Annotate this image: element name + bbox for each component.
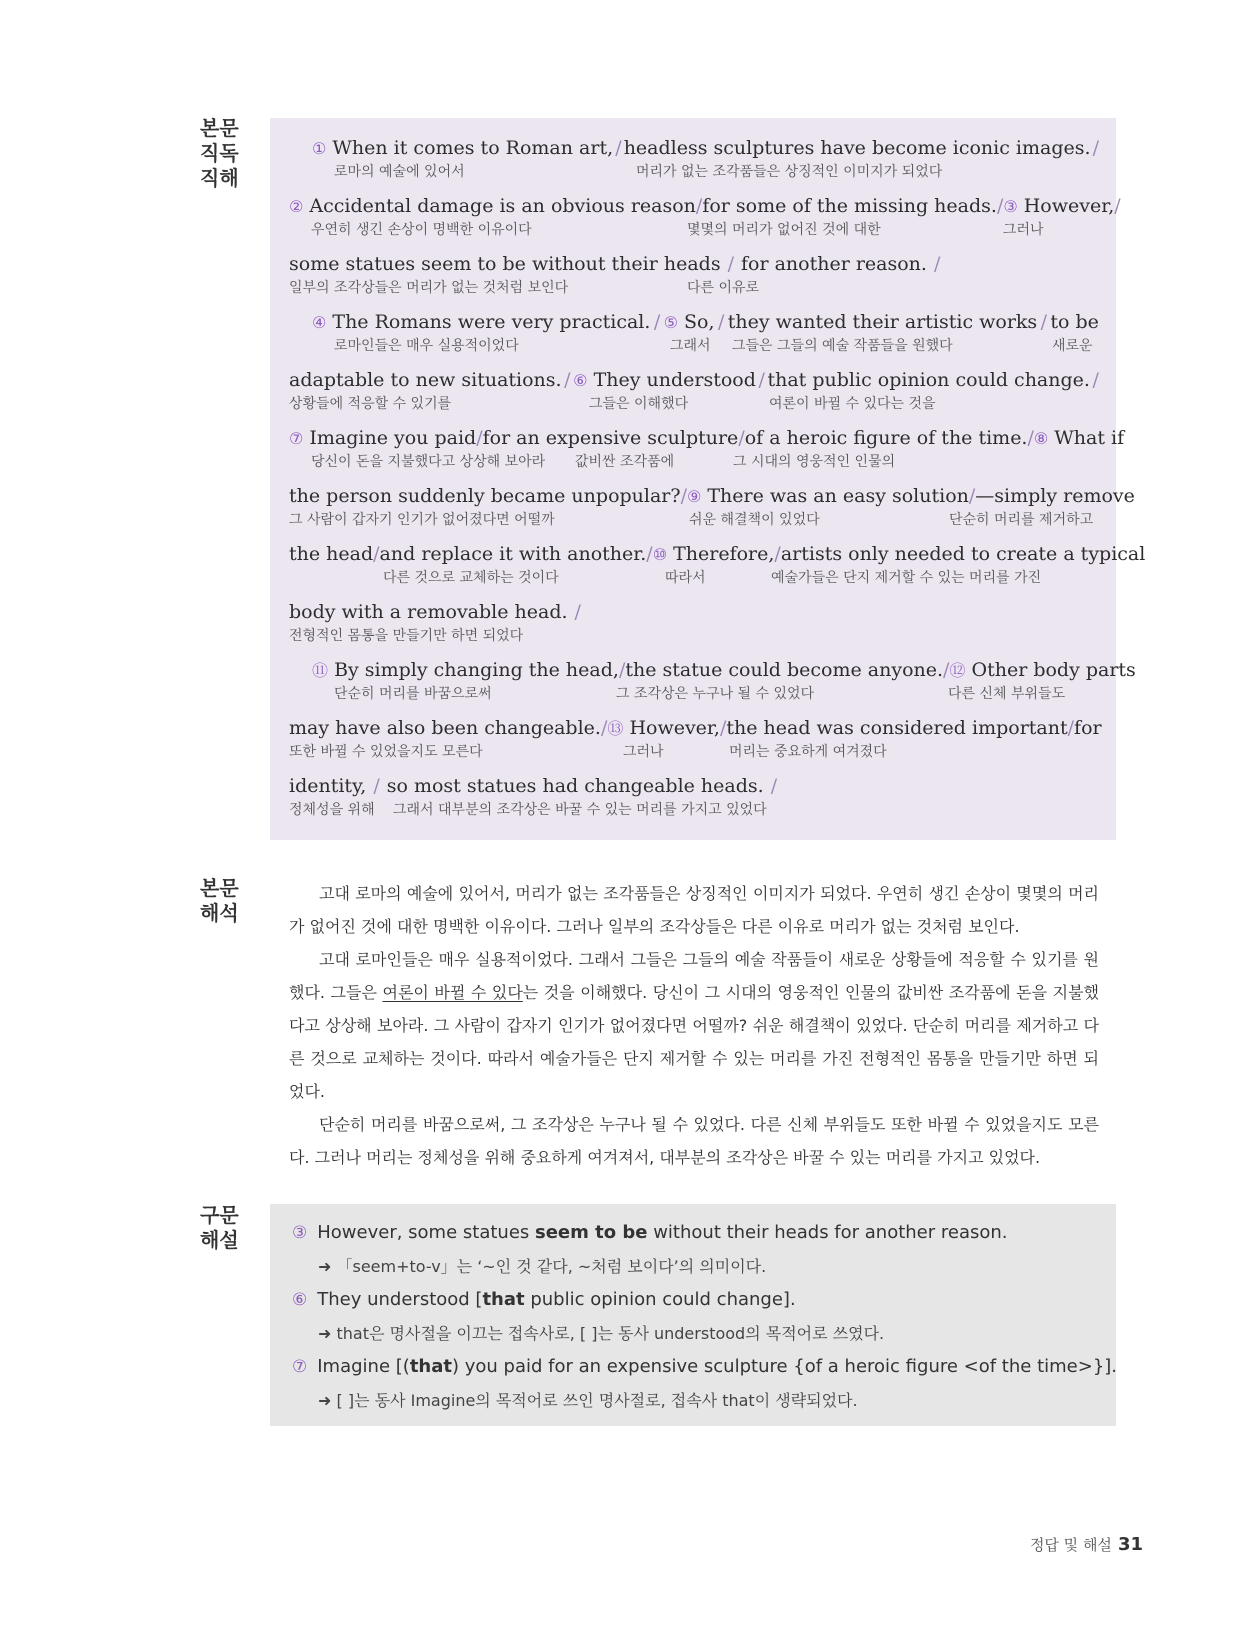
english-line xyxy=(289,714,1102,742)
english-chunk: they wanted their artistic works xyxy=(727,311,1038,333)
sentence-number: ⑥ xyxy=(573,371,588,390)
korean-chunk: 그 조각상은 누구나 될 수 있었다 xyxy=(616,686,815,702)
sentence-number: ① xyxy=(312,139,327,158)
slash: / xyxy=(758,369,765,391)
slash: / xyxy=(1067,717,1075,739)
grammar-text: ) you paid for an expensive sculpture {of a heroic figure <of the time>}]. xyxy=(451,1356,1118,1377)
english-chunk: artists only needed to create a typical xyxy=(780,543,1146,565)
slash: / xyxy=(996,195,1004,217)
korean-line xyxy=(289,568,1099,588)
korean-line xyxy=(289,452,1099,472)
korean-chunk: 당신이 돈을 지불했다고 상상해 보아라 xyxy=(311,454,546,470)
translation-section-label: 본문 해석 xyxy=(200,876,239,925)
english-chunk: So, xyxy=(684,311,715,333)
korean-line xyxy=(289,278,1099,298)
english-chunk: Therefore, xyxy=(673,543,775,565)
korean-chunk: 그 시대의 영웅적인 인물의 xyxy=(733,454,896,470)
grammar-text: public opinion could change]. xyxy=(524,1289,796,1310)
slash: / xyxy=(1027,427,1034,449)
translation-text-run: 고대 로마인들은 매우 실용적이었다. 그래서 그들은 그들의 예술 작품들이 새로운 상황들에 적응할 수 있기를 원했다. 그들은 xyxy=(289,950,1099,1002)
korean-line xyxy=(289,800,1099,820)
grammar-note: ➜ [ ]는 동사 Imagine의 목적어로 쓰인 명사절로, 접속사 that이 생략되었다. xyxy=(318,1391,858,1410)
english-line xyxy=(312,134,1099,162)
english-line xyxy=(289,482,1135,510)
korean-chunk: 따라서 xyxy=(665,570,706,586)
korean-chunk: 일부의 조각상들은 머리가 없는 것처럼 보인다 xyxy=(289,280,569,296)
slash: / xyxy=(373,543,380,565)
grammar-item-3 xyxy=(292,1350,1118,1417)
sentence-number: ③ xyxy=(1003,197,1018,216)
korean-chunk: 로마의 예술에 있어서 xyxy=(334,164,465,180)
english-chunk: that public opinion could change. xyxy=(767,369,1090,391)
korean-line xyxy=(289,510,1099,530)
grammar-text: However, some statues xyxy=(317,1222,535,1243)
english-line xyxy=(289,540,1146,568)
english-chunk: adaptable to new situations. xyxy=(289,369,562,391)
sentence-number: ⑩ xyxy=(652,545,668,564)
footer-label: 정답 및 해설 xyxy=(1029,1536,1112,1554)
slash: / xyxy=(680,485,687,507)
korean-chunk: 그러나 xyxy=(623,744,664,760)
grammar-text: without their heads for another reason. xyxy=(647,1222,1008,1243)
korean-chunk: 예술가들은 단지 제거할 수 있는 머리를 가진 xyxy=(771,570,1042,586)
grammar-sentence xyxy=(292,1216,1092,1250)
slash: / xyxy=(476,427,483,449)
english-chunk: However, xyxy=(629,717,720,739)
korean-chunk: 쉬운 해결책이 있었다 xyxy=(689,512,820,528)
grammar-bold: seem to be xyxy=(535,1222,648,1243)
sentence-number: ⑦ xyxy=(292,1357,308,1377)
english-chunk: body with a removable head. xyxy=(289,601,568,623)
slash: / xyxy=(727,253,734,275)
korean-chunk: 그들은 그들의 예술 작품들을 원했다 xyxy=(732,338,953,354)
english-chunk: some statues seem to be without their heads xyxy=(289,253,721,275)
english-chunk: —simply remove xyxy=(975,485,1135,507)
slash: / xyxy=(1092,137,1099,159)
english-chunk: may have also been changeable. xyxy=(289,717,601,739)
sentence-number: ⑧ xyxy=(1033,429,1049,448)
korean-chunk: 그러나 xyxy=(1003,222,1044,238)
grammar-item-1 xyxy=(292,1216,1092,1283)
korean-chunk: 여론이 바뀔 수 있다는 것을 xyxy=(769,396,936,412)
korean-chunk: 단순히 머리를 제거하고 xyxy=(949,512,1094,528)
english-line xyxy=(289,366,1099,394)
english-chunk: The Romans were very practical. xyxy=(332,311,651,333)
slash: / xyxy=(933,253,941,275)
grammar-note: ➜ 「seem+to-v」는 ‘~인 것 같다, ~처럼 보이다’의 의미이다. xyxy=(318,1257,767,1276)
korean-chunk: 머리가 없는 조각품들은 상징적인 이미지가 되었다 xyxy=(636,164,943,180)
korean-chunk: 다른 신체 부위들도 xyxy=(948,686,1066,702)
korean-chunk: 정체성을 위해 xyxy=(289,802,375,818)
english-chunk: By simply changing the head, xyxy=(334,659,619,681)
sentence-number: ③ xyxy=(292,1223,308,1243)
english-chunk: for another reason. xyxy=(740,253,927,275)
page-footer xyxy=(1030,1534,1143,1555)
korean-chunk: 로마인들은 매우 실용적이었다 xyxy=(334,338,519,354)
grammar-section-label: 구문 해설 xyxy=(200,1203,239,1252)
grammar-sentence xyxy=(292,1283,1092,1317)
slash: / xyxy=(618,659,626,681)
slash: / xyxy=(738,427,745,449)
english-chunk: of a heroic figure of the time. xyxy=(744,427,1028,449)
translation-paragraph-3: 단순히 머리를 바꿈으로써, 그 조각상은 누구나 될 수 있었다. 다른 신체 부위들도 또한 바뀔 수 있었을지도 모른다. 그러나 머리는 정체성을 위해 중요하게 여겨져서, 대부분의 조각상은 바꿀 수 있는 머리를 가지고 있었다. xyxy=(289,1115,1099,1167)
korean-chunk: 다른 이유로 xyxy=(687,280,760,296)
sentence-number: ④ xyxy=(312,313,327,332)
sentence-number: ② xyxy=(289,197,304,216)
grammar-bold: that xyxy=(409,1356,452,1377)
korean-chunk: 또한 바뀔 수 있었을지도 모른다 xyxy=(289,744,483,760)
translation-text-run: 는 것을 이해했다. 당신이 그 시대의 영웅적인 인물의 값비싼 조각품에 돈을 지불했다고 상상해 보아라. 그 사람이 갑자기 인기가 없어졌다면 어떨까? 쉬운 해결책이 있었다. 단순히 머리를 제거하고 다른 것으로 교체하는 것이다. 따라서 예술가들은 단지 제거할 수 있는 머리를 가진 전형적인 몸통을 만들기만 하면 되었다. xyxy=(289,983,1100,1101)
english-line xyxy=(312,308,1099,336)
slash: / xyxy=(774,543,781,565)
english-chunk: However, xyxy=(1023,195,1115,217)
english-line xyxy=(289,772,1099,800)
korean-line xyxy=(312,336,1099,356)
slash: / xyxy=(968,485,976,507)
slash: / xyxy=(1114,195,1121,217)
korean-line xyxy=(289,742,1099,762)
english-chunk: They understood xyxy=(593,369,756,391)
english-line xyxy=(289,598,1099,626)
slash: / xyxy=(770,775,778,797)
english-chunk: for xyxy=(1074,717,1102,739)
slash: / xyxy=(615,137,622,159)
korean-line xyxy=(312,162,1099,182)
sentence-number: ⑦ xyxy=(289,429,304,448)
underlined-phrase: 여론이 바뀔 수 있다 xyxy=(382,983,523,1002)
translation-paragraph-2 xyxy=(289,943,1099,1108)
korean-line xyxy=(289,220,1099,240)
sentence-number: ⑨ xyxy=(686,487,702,506)
grammar-item-2 xyxy=(292,1283,1092,1350)
korean-chunk: 그래서 xyxy=(670,338,711,354)
korean-chunk: 단순히 머리를 바꿈으로써 xyxy=(334,686,492,702)
slash: / xyxy=(574,601,581,623)
korean-chunk: 그 사람이 갑자기 인기가 없어졌다면 어떨까 xyxy=(289,512,555,528)
slash: / xyxy=(695,195,703,217)
slash: / xyxy=(1040,311,1047,333)
grammar-text: Imagine [( xyxy=(317,1356,410,1377)
korean-chunk: 그들은 이해했다 xyxy=(589,396,689,412)
slash: / xyxy=(719,717,727,739)
english-chunk: for some of the missing heads. xyxy=(702,195,997,217)
english-chunk: the head xyxy=(289,543,374,565)
korean-chunk: 새로운 xyxy=(1052,338,1093,354)
sentence-number: ⑫ xyxy=(949,661,966,680)
korean-chunk: 상황들에 적응할 수 있기를 xyxy=(289,396,452,412)
slash: / xyxy=(1092,369,1099,391)
translation-paragraph-1: 고대 로마의 예술에 있어서, 머리가 없는 조각품들은 상징적인 이미지가 되었다. 우연히 생긴 손상이 몇몇의 머리가 없어진 것에 대한 명백한 이유이다. 그러나 일부의 조각상들은 다른 이유로 머리가 없는 것처럼 보인다. xyxy=(289,884,1099,936)
sentence-number: ⑤ xyxy=(663,313,678,332)
english-chunk: so most statues had changeable heads. xyxy=(386,775,764,797)
korean-chunk: 몇몇의 머리가 없어진 것에 대한 xyxy=(687,222,881,238)
slash: / xyxy=(646,543,653,565)
slash: / xyxy=(717,311,725,333)
translation-text xyxy=(289,877,1099,1174)
english-chunk: to be xyxy=(1050,311,1099,333)
english-chunk: When it comes to Roman art, xyxy=(332,137,614,159)
english-chunk: the person suddenly became unpopular? xyxy=(289,485,681,507)
english-line xyxy=(289,424,1125,452)
english-chunk: the head was considered important xyxy=(726,717,1068,739)
english-chunk: Imagine you paid xyxy=(309,427,477,449)
english-chunk: identity, xyxy=(289,775,367,797)
slash: / xyxy=(653,311,661,333)
english-line xyxy=(289,250,1099,278)
english-chunk: There was an easy solution xyxy=(707,485,969,507)
korean-line xyxy=(289,394,1099,414)
korean-chunk: 머리는 중요하게 여겨졌다 xyxy=(729,744,887,760)
page-number: 31 xyxy=(1117,1534,1143,1555)
sentence-number: ⑬ xyxy=(607,719,624,738)
english-chunk: Other body parts xyxy=(971,659,1136,681)
korean-chunk: 우연히 생긴 손상이 명백한 이유이다 xyxy=(311,222,532,238)
english-chunk: Accidental damage is an obvious reason xyxy=(309,195,696,217)
korean-chunk: 값비싼 조각품에 xyxy=(575,454,675,470)
korean-chunk: 그래서 대부분의 조각상은 바꿀 수 있는 머리를 가지고 있었다 xyxy=(393,802,767,818)
sentence-number: ⑪ xyxy=(312,661,329,680)
english-line xyxy=(312,656,1136,684)
slash: / xyxy=(373,775,380,797)
english-chunk: headless sculptures have become iconic images. xyxy=(623,137,1091,159)
grammar-bold: that xyxy=(482,1289,525,1310)
english-chunk: for an expensive sculpture xyxy=(482,427,739,449)
english-chunk: What if xyxy=(1054,427,1125,449)
slash: / xyxy=(600,717,608,739)
grammar-sentence xyxy=(292,1350,1118,1384)
korean-line xyxy=(289,626,1099,646)
korean-chunk: 전형적인 몸통을 만들기만 하면 되었다 xyxy=(289,628,524,644)
grammar-note: ➜ that은 명사절을 이끄는 접속사로, [ ]는 동사 understood의 목적어로 쓰였다. xyxy=(318,1324,885,1343)
sentence-number: ⑥ xyxy=(292,1290,308,1310)
slash: / xyxy=(564,369,571,391)
english-chunk: the statue could become anyone. xyxy=(625,659,944,681)
english-line xyxy=(289,192,1121,220)
reading-section-label: 본문 직독 직해 xyxy=(200,116,239,190)
korean-line xyxy=(312,684,1099,704)
slash: / xyxy=(943,659,950,681)
grammar-text: They understood [ xyxy=(317,1289,483,1310)
english-chunk: and replace it with another. xyxy=(379,543,647,565)
korean-chunk: 다른 것으로 교체하는 것이다 xyxy=(383,570,559,586)
